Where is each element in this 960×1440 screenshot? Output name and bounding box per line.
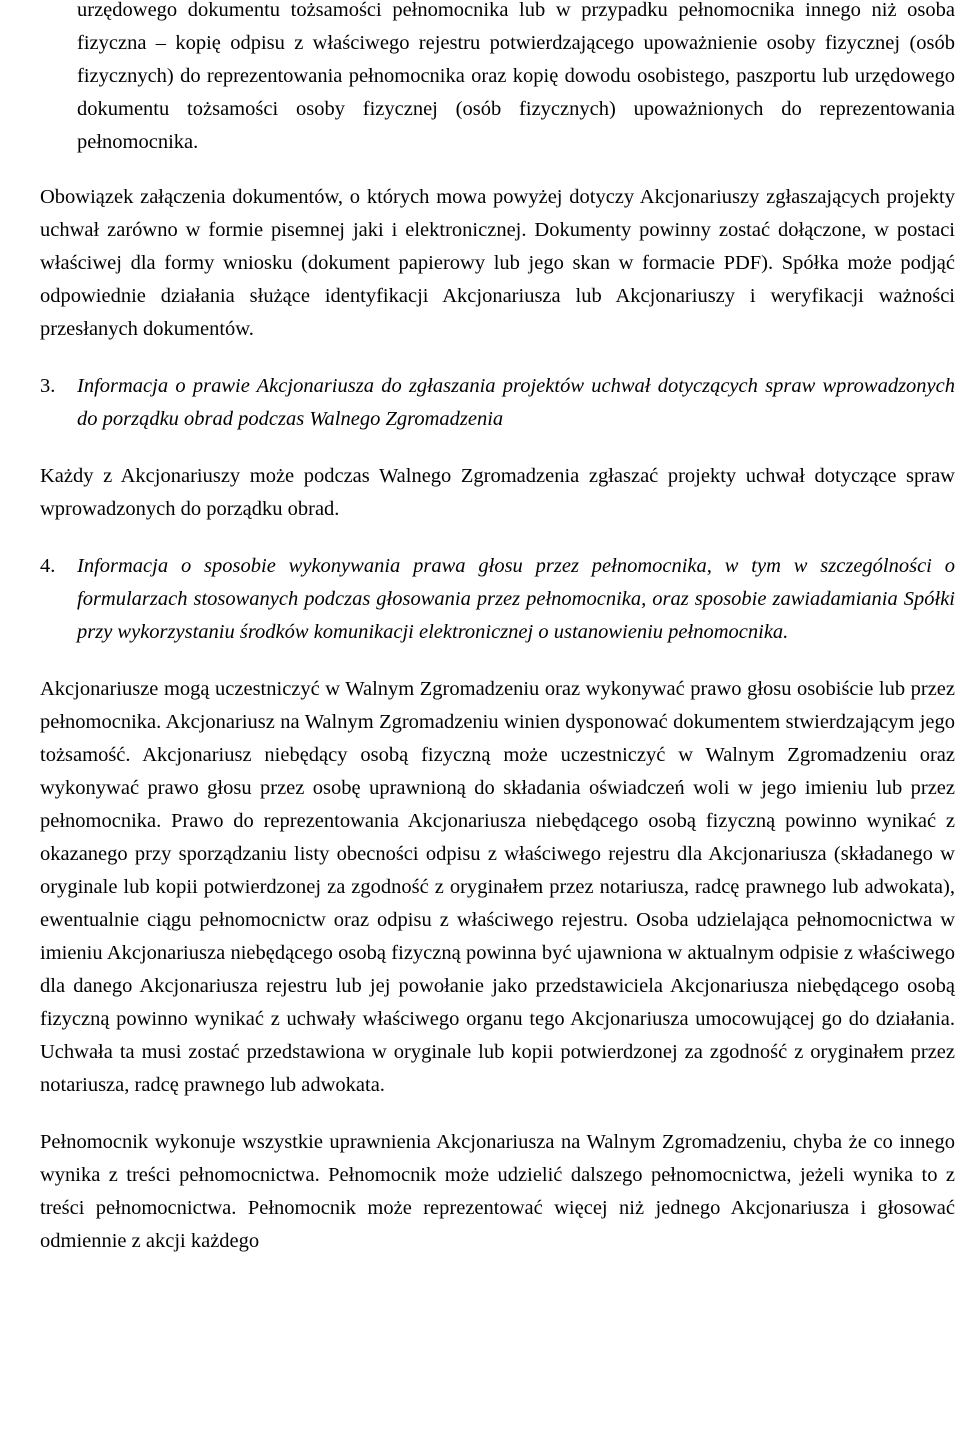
section-4-body-2: Pełnomocnik wykonuje wszystkie uprawnienia Akcjonariusza na Walnym Zgromadzeniu, chyba że co innego wynika z treści pełnomocnictwa. Pełnomocnik może udzielić dalszego pełnomocnictwa, jeżeli wynika to z treści pełnomocnictwa. Pełnomocnik może reprezentować więcej niż jednego Akcjonariusza i głosować odmiennie z akcji każdego	[40, 1131, 955, 1252]
obligation-paragraph: Obowiązek załączenia dokumentów, o których mowa powyżej dotyczy Akcjonariuszy zgłaszających projekty uchwał zarówno w formie pisemnej jaki i elektronicznej. Dokumenty powinny zostać dołączone, w postaci właściwej dla formy wniosku (dokument papierowy lub jego skan w formacie PDF). Spółka może podjąć odpowiednie działania służące identyfikacji Akcjonariusza lub Akcjonariuszy i weryfikacji ważności przesłanych dokumentów.	[40, 186, 955, 340]
section-4-title: Informacja o sposobie wykonywania prawa głosu przez pełnomocnika, w tym w szczególności o formularzach stosowanych podczas głosowania przez pełnomocnika, oraz sposobie zawiadamiania Spółki przy wykorzystaniu środków komunikacji elektronicznej o ustanowieniu pełnomocnika.	[77, 555, 955, 643]
intro-paragraph: urzędowego dokumentu tożsamości pełnomocnika lub w przypadku pełnomocnika innego niż osoba fizyczna – kopię odpisu z właściwego rejestru potwierdzającego upoważnienie osoby fizycznej (osób fizycznych) do reprezentowania pełnomocnika oraz kopię dowodu osobistego, paszportu lub urzędowego dokumentu tożsamości osoby fizycznej (osób fizycznych) upoważnionych do reprezentowania pełnomocnika.	[77, 0, 955, 153]
section-4-heading	[40, 550, 955, 649]
section-4-body-1: Akcjonariusze mogą uczestniczyć w Walnym Zgromadzeniu oraz wykonywać prawo głosu osobiście lub przez pełnomocnika. Akcjonariusz na Walnym Zgromadzeniu winien dysponować dokumentem stwierdzającym jego tożsamość. Akcjonariusz niebędący osobą fizyczną może uczestniczyć w Walnym Zgromadzeniu oraz wykonywać prawo głosu przez osobę uprawnioną do składania oświadczeń woli w jego imieniu lub przez pełnomocnika. Prawo do reprezentowania Akcjonariusza niebędącego osobą fizyczną powinno wynikać z okazanego przy sporządzaniu listy obecności odpisu z właściwego rejestru dla Akcjonariusza (składanego w oryginale lub kopii potwierdzonej za zgodność z oryginałem przez notariusza, radcę prawnego lub adwokata), ewentualnie ciągu pełnomocnictw oraz odpisu z właściwego rejestru. Osoba udzielająca pełnomocnictwa w imieniu Akcjonariusza niebędącego osobą fizyczną powinna być ujawniona w aktualnym odpisie z właściwego dla danego Akcjonariusza rejestru lub jej powołanie jako przedstawiciela Akcjonariusza niebędącego osobą fizyczną powinno wynikać z uchwały właściwego organu tego Akcjonariusza umocowującej go do działania. Uchwała ta musi zostać przedstawiona w oryginale lub kopii potwierdzonej za zgodność z oryginałem przez notariusza, radcę prawnego lub adwokata.	[40, 678, 955, 1096]
section-3-body: Każdy z Akcjonariuszy może podczas Walnego Zgromadzenia zgłaszać projekty uchwał dotyczące spraw wprowadzonych do porządku obrad.	[40, 465, 955, 520]
section-3-title: Informacja o prawie Akcjonariusza do zgłaszania projektów uchwał dotyczących spraw wprowadzonych do porządku obrad podczas Walnego Zgromadzenia	[77, 375, 955, 430]
section-3-number: 3.	[40, 375, 56, 397]
section-3-heading	[40, 370, 955, 436]
section-4-number: 4.	[40, 555, 56, 577]
